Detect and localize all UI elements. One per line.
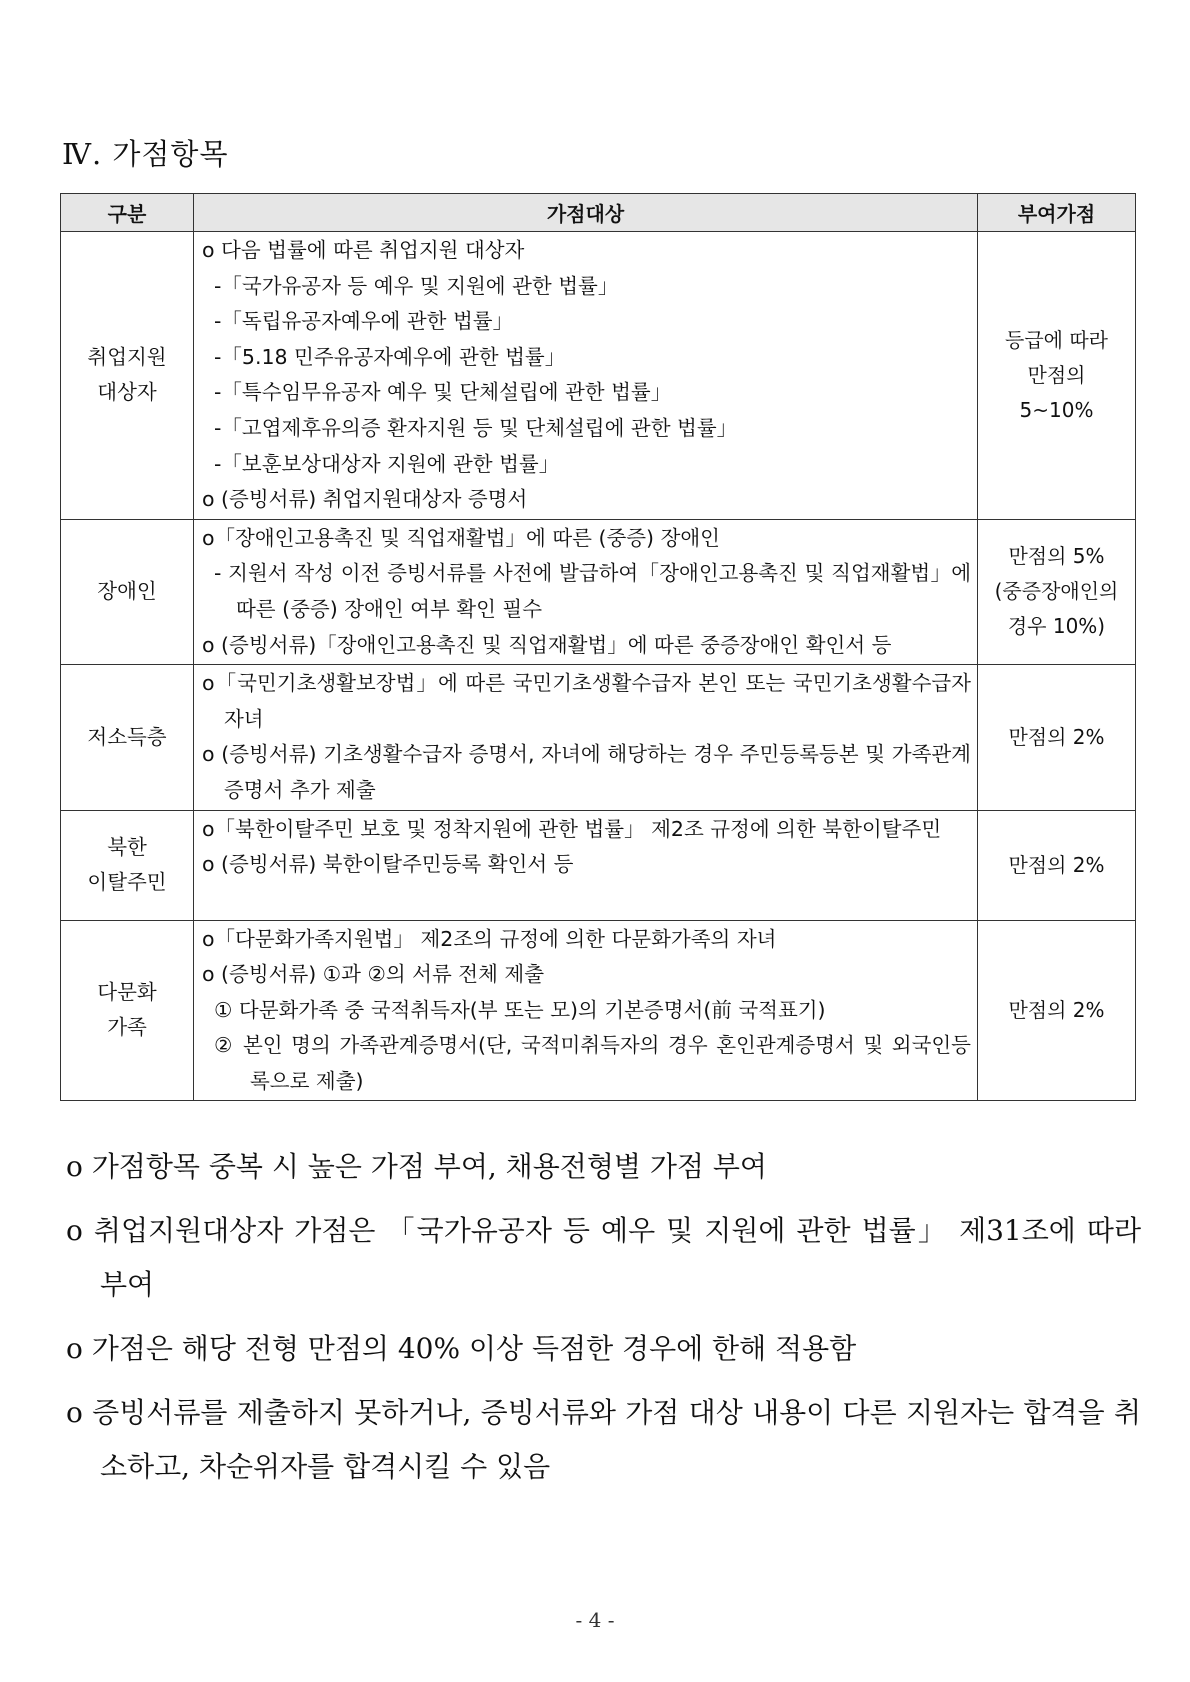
desc-line: o (증빙서류) 취업지원대상자 증명서 (202, 487, 528, 512)
category-line: 저소득층 (87, 724, 167, 749)
page-number: - 4 - (575, 1608, 615, 1632)
row-description (194, 920, 978, 1101)
desc-line: -「보훈보상대상자 지원에 관한 법률」 (214, 451, 560, 476)
header-category: 구분 (61, 194, 194, 232)
points-line: 경우 10%) (1007, 614, 1106, 639)
table-row (61, 810, 1136, 920)
points-line: 만점의 (1027, 362, 1086, 387)
category-line: 북한 (107, 835, 147, 859)
row-category (61, 519, 194, 664)
page-title: Ⅳ. 가점항목 (62, 137, 229, 171)
table-row (61, 665, 1136, 810)
table-header-row (61, 194, 1136, 232)
table-row (61, 519, 1136, 664)
row-points (978, 232, 1136, 520)
category-line: 이탈주민 (87, 870, 167, 894)
desc-line: -「국가유공자 등 예우 및 지원에 관한 법률」 (214, 273, 619, 298)
points-line: 만점의 2% (1008, 724, 1105, 749)
note-item: o 가점은 해당 전형 만점의 40% 이상 득점한 경우에 한해 적용함 (66, 1332, 857, 1365)
row-description (194, 665, 978, 810)
header-target: 가점대상 (194, 194, 978, 232)
points-line: 만점의 5% (1008, 544, 1105, 569)
table-row (61, 232, 1136, 520)
row-description (194, 810, 978, 920)
desc-line: -「5.18 민주유공자예우에 관한 법률」 (214, 344, 566, 369)
desc-line: -「독립유공자예우에 관한 법률」 (214, 309, 514, 334)
desc-line: o (증빙서류) ①과 ②의 서류 전체 제출 (202, 962, 545, 987)
row-description (194, 519, 978, 664)
category-line: 취업지원 (87, 345, 167, 370)
desc-line: o「북한이탈주민 보호 및 정착지원에 관한 법률」 제2조 규정에 의한 북한이탈주민 (202, 816, 942, 841)
row-points (978, 810, 1136, 920)
row-points (978, 920, 1136, 1101)
desc-line: ② 본인 명의 가족관계증명서(단, 국적미취득자의 경우 혼인관계증명서 및 외국인등록으로 제출) (214, 1033, 971, 1093)
desc-line: -「특수임무유공자 예우 및 단체설립에 관한 법률」 (214, 380, 672, 405)
row-category (61, 920, 194, 1101)
points-line: 5~10% (1019, 397, 1094, 422)
bonus-points-table (60, 193, 1136, 1101)
notes-list (66, 1140, 1141, 1504)
row-points (978, 519, 1136, 664)
note-item: o 증빙서류를 제출하지 못하거나, 증빙서류와 가점 대상 내용이 다른 지원자는 합격을 취소하고, 차순위자를 합격시킬 수 있음 (66, 1396, 1141, 1483)
points-line: 만점의 2% (1008, 852, 1105, 877)
note-item: o 가점항목 중복 시 높은 가점 부여, 채용전형별 가점 부여 (66, 1150, 767, 1183)
points-line: 등급에 따라 (1005, 327, 1108, 352)
desc-line: o「국민기초생활보장법」에 따른 국민기초생활수급자 본인 또는 국민기초생활수급자 자녀 (202, 671, 971, 731)
desc-line: -「고엽제후유의증 환자지원 등 및 단체설립에 관한 법률」 (214, 415, 738, 440)
row-category (61, 232, 194, 520)
category-line: 대상자 (97, 380, 157, 405)
desc-line: ① 다문화가족 중 국적취득자(부 또는 모)의 기본증명서(前 국적표기) (214, 997, 826, 1022)
category-line: 장애인 (97, 579, 157, 604)
category-line: 다문화 (97, 980, 157, 1005)
table-row (61, 920, 1136, 1101)
row-description (194, 232, 978, 520)
header-points: 부여가점 (978, 194, 1136, 232)
desc-line: o 다음 법률에 따른 취업지원 대상자 (202, 238, 525, 262)
note-item: o 취업지원대상자 가점은 「국가유공자 등 예우 및 지원에 관한 법률」 제31조에 따라 부여 (66, 1214, 1141, 1301)
points-line: 만점의 2% (1008, 997, 1105, 1022)
row-category (61, 810, 194, 920)
desc-line: o「장애인고용촉진 및 직업재활법」에 따른 (중증) 장애인 (202, 525, 720, 550)
points-line: (중증장애인의 (994, 579, 1119, 604)
desc-line: o「다문화가족지원법」 제2조의 규정에 의한 다문화가족의 자녀 (202, 926, 777, 951)
row-category (61, 665, 194, 810)
desc-line: o (증빙서류) 북한이탈주민등록 확인서 등 (202, 852, 574, 877)
desc-line: o (증빙서류)「장애인고용촉진 및 직업재활법」에 따른 중증장애인 확인서 등 (202, 632, 892, 657)
row-points (978, 665, 1136, 810)
desc-line: o (증빙서류) 기초생활수급자 증명서, 자녀에 해당하는 경우 주민등록등본 및 가족관계증명서 추가 제출 (202, 742, 971, 802)
category-line: 가족 (107, 1015, 147, 1040)
desc-line: - 지원서 작성 이전 증빙서류를 사전에 발급하여「장애인고용촉진 및 직업재활법」에 따른 (중증) 장애인 여부 확인 필수 (214, 561, 971, 621)
